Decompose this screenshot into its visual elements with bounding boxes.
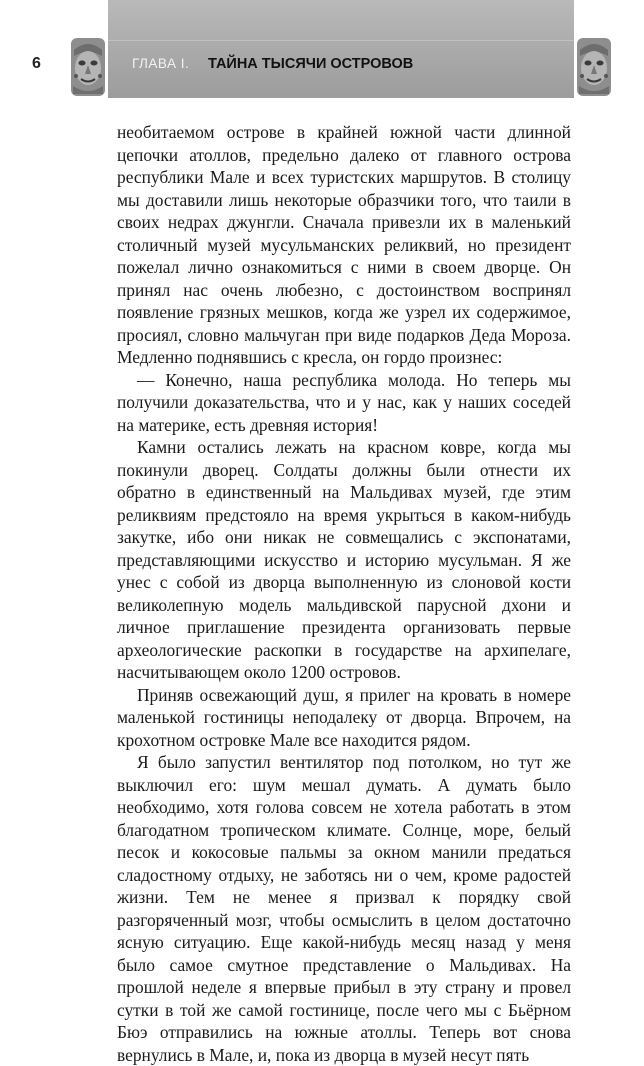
chapter-title: ТАЙНА ТЫСЯЧИ ОСТРОВОВ	[208, 56, 414, 72]
carved-face-icon	[68, 36, 108, 98]
chapter-label: ГЛАВА I.	[132, 56, 190, 71]
page-number: 6	[32, 55, 41, 72]
carved-face-icon	[574, 36, 614, 98]
paragraph: Я было запустил вентилятор под потолком, но тут же выключил его: шум мешал думать. А думать было необходимо, хотя голова совсем не хотела работать в этом благодатном тропическом климате. Солнце, море, белый песок и кокосовые пальмы за окном манили предаться сладостному отдыху, не заботясь ни о чем, кроме радостей жизни. Тем не менее я призвал к порядку свой разгоряченный мозг, чтобы осмыслить в целом достаточно ясную ситуацию. Еще какой-нибудь месяц назад у меня было самое смутное представление о Мальдивах. На прошлой неделе я впервые прибыл в эту страну и провел сутки в той же самой гостинице, после чего мы с Бьёрном Бюэ отправились на южные атоллы. Теперь вот снова вернулись в Мале, и, пока из дворца в музей несут пять	[117, 752, 571, 1065]
paragraph: Камни остались лежать на красном ковре, когда мы покинули дворец. Солдаты должны были отнести их обратно в единственный на Мальдивах музей, где этим реликвиям предстояло на время укрыться в каком-нибудь закутке, ибо они никак не совмещались с экспонатами, представляющими искусство и историю мусульман. Я же унес с собой из дворца выполненную из слоновой кости великолепную модель мальдивской парусной дхони и личное приглашение президента организовать первые археологические раскопки в государстве на архипелаге, насчитывающем около 1200 островов.	[117, 437, 571, 682]
paragraph: необитаемом острове в крайней южной части длинной цепочки атоллов, предельно далеко от главного острова республики Мале и всех туристских маршрутов. В столицу мы доставили лишь некоторые образчики того, что таили в своих недрах джунгли. Сначала привезли их в маленький столичный музей мусульманских реликвий, но президент пожелал лично ознакомиться с ними в своем дворце. Он принял нас очень любезно, с достоинством воспринял появление грязных мешков, когда же узрел их содержимое, просиял, словно мальчуган при виде подарков Деда Мороза. Медленно поднявшись с кресла, он гордо произнес:	[117, 122, 571, 367]
chapter-header-band	[108, 0, 574, 98]
paragraph: Приняв освежающий душ, я прилег на кровать в номере маленькой гостиницы неподалеку от дворца. Впрочем, на крохотном островке Мале все находится рядом.	[117, 684, 571, 750]
paragraph: — Конечно, наша республика молода. Но теперь мы получили доказательства, что и у нас, как у наших соседей на материке, есть древняя история!	[117, 369, 571, 435]
body-text	[117, 121, 571, 1066]
